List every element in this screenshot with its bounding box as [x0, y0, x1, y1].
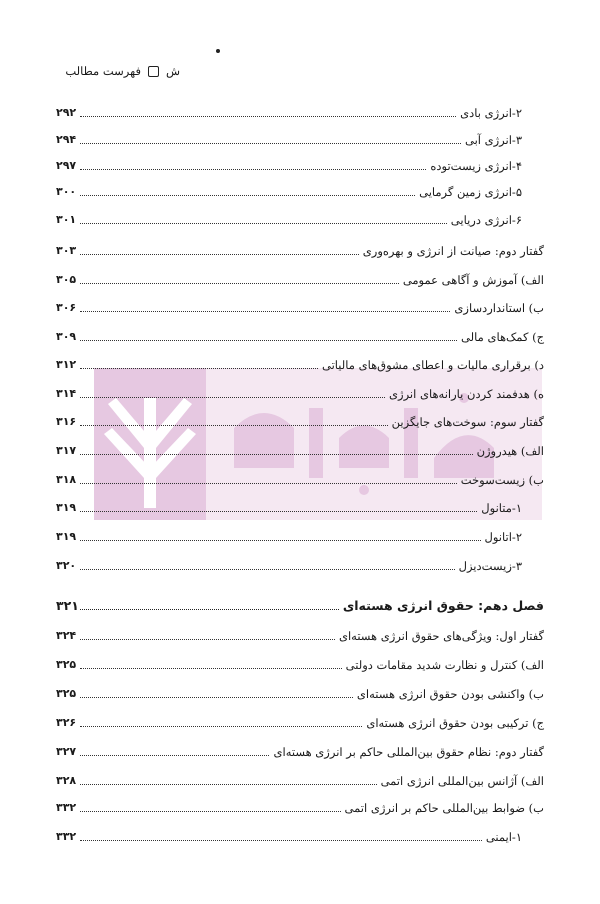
chapter-heading — [56, 596, 600, 616]
toc-page-number: ۲۹۴ — [56, 133, 77, 146]
toc-page-number: ۳۰۱ — [56, 213, 77, 226]
toc-page-number: ۳۱۸ — [56, 473, 77, 486]
toc-entry-title: ج) ترکیبی بودن حقوق انرژی هسته‌ای — [366, 716, 544, 730]
toc-entry-title: ۱-متانول — [481, 501, 522, 515]
dot-leader — [80, 840, 482, 841]
toc-page-number: ۳۰۶ — [56, 301, 77, 314]
toc-entry-title: د) برقراری مالیات و اعطای مشوق‌های مالیاتی — [322, 358, 544, 372]
header-page-label: ش — [165, 64, 180, 78]
toc-entry — [56, 327, 600, 347]
toc-entry-title: الف) هیدروژن — [476, 444, 544, 458]
toc-entry — [56, 210, 600, 230]
dot-leader — [80, 811, 341, 812]
toc-page-number: ۳۱۹ — [56, 530, 77, 543]
dot-leader — [80, 311, 450, 312]
dot-leader — [80, 609, 339, 610]
toc-entry-title: الف) آموزش و آگاهی عمومی — [402, 273, 544, 287]
toc-entry — [56, 355, 600, 375]
dot-leader — [80, 368, 318, 369]
toc-page-number: ۳۳۲ — [56, 801, 77, 814]
toc-entry-title: ۴-انرژی زیست‌توده — [430, 159, 522, 173]
toc-entry — [56, 412, 600, 432]
toc-page-number: ۳۱۲ — [56, 358, 77, 371]
dot-leader — [80, 340, 457, 341]
toc-entry-title: فصل دهم: حقوق انرژی هسته‌ای — [342, 598, 544, 613]
toc-entry — [56, 270, 600, 290]
toc-entry-title: گفتار دوم: صیانت از انرژی و بهره‌وری — [362, 244, 544, 258]
toc-entry — [56, 771, 600, 791]
dot-leader — [80, 425, 388, 426]
dot-leader — [80, 143, 461, 144]
dot-leader — [80, 483, 457, 484]
toc-entry — [56, 470, 600, 490]
toc-entry — [56, 130, 600, 150]
dot-leader — [80, 254, 359, 255]
dot-leader — [80, 397, 385, 398]
toc-page-number: ۳۲۶ — [56, 716, 77, 729]
toc-page-number: ۳۲۵ — [56, 687, 77, 700]
toc-page-number: ۲۹۷ — [56, 159, 77, 172]
dot-leader — [80, 283, 399, 284]
toc-page-number: ۳۳۲ — [56, 830, 77, 843]
toc-entry-title: ۶-انرژی دریایی — [450, 213, 522, 227]
toc-page-number: ۳۲۴ — [56, 629, 77, 642]
toc-entry-title: ۲-انرژی بادی — [460, 106, 522, 120]
toc-page-number: ۳۰۰ — [56, 185, 77, 198]
toc-entry — [56, 241, 600, 261]
dot-leader — [80, 726, 362, 727]
toc-entry — [56, 713, 600, 733]
toc-entry-title: گفتار سوم: سوخت‌های جایگزین — [391, 415, 544, 429]
toc-entry — [56, 798, 600, 818]
toc-entry-title: ۳-زیست‌دیزل — [458, 559, 522, 573]
toc-page-number: ۳۰۵ — [56, 273, 77, 286]
toc-page-number: ۳۱۶ — [56, 415, 77, 428]
toc-page-number: ۳۱۴ — [56, 387, 77, 400]
toc-entry — [56, 103, 600, 123]
toc-page-number: ۳۲۰ — [56, 559, 77, 572]
toc-entry-title: الف) آژانس بین‌المللی انرژی اتمی — [380, 774, 544, 788]
toc-entry-title: ج) کمک‌های مالی — [461, 330, 544, 344]
toc-entry-title: ۳-انرژی آبی — [464, 133, 522, 147]
toc-entry — [56, 527, 600, 547]
toc-entry — [56, 556, 600, 576]
toc-entry — [56, 298, 600, 318]
toc-entry — [56, 742, 600, 762]
toc-page-number: ۳۱۹ — [56, 501, 77, 514]
toc-page-number: ۲۹۲ — [56, 106, 77, 119]
dot-leader — [80, 169, 426, 170]
toc-entry-title: ب) ضوابط بین‌المللی حاکم بر انرژی اتمی — [344, 801, 544, 815]
toc-entry-title: ه) هدفمند کردن یارانه‌های انرژی — [389, 387, 544, 401]
toc-entry — [56, 626, 600, 646]
toc-entry-title: ۱-ایمنی — [485, 830, 522, 844]
toc-page-number: ۳۱۷ — [56, 444, 77, 457]
toc-entry-title: ۵-انرژی زمین گرمایی — [419, 185, 522, 199]
dot-leader — [80, 223, 447, 224]
dot-leader — [80, 116, 456, 117]
dot-leader — [80, 668, 342, 669]
toc-page-number: ۳۰۳ — [56, 244, 77, 257]
dot-leader — [80, 195, 415, 196]
toc-entry-title: ب) زیست‌سوخت — [460, 473, 544, 487]
dot-leader — [80, 540, 481, 541]
toc-entry — [56, 655, 600, 675]
toc-entry-title: ۲-اتانول — [484, 530, 522, 544]
dot-leader — [80, 697, 353, 698]
toc-entry-title: ب) واکنشی بودن حقوق انرژی هسته‌ای — [356, 687, 544, 701]
toc-entry — [56, 384, 600, 404]
dot-leader — [80, 639, 335, 640]
toc-page-number: ۳۰۹ — [56, 330, 77, 343]
toc-entry — [56, 156, 600, 176]
header-title: فهرست مطالب — [65, 64, 141, 78]
toc-entry-title: گفتار اول: ویژگی‌های حقوق انرژی هسته‌ای — [338, 629, 544, 643]
toc-page-number: ۳۲۵ — [56, 658, 77, 671]
dot-leader — [80, 569, 455, 570]
toc-entry — [56, 827, 600, 847]
dot-leader — [80, 454, 473, 455]
dot-leader — [80, 784, 377, 785]
dot-leader — [80, 511, 477, 512]
toc-entry — [56, 441, 600, 461]
toc-page-number: ۳۲۷ — [56, 745, 77, 758]
toc-page-number: ۳۲۱ — [56, 598, 79, 613]
toc-entry — [56, 182, 600, 202]
toc-entry-title: الف) کنترل و نظارت شدید مقامات دولتی — [345, 658, 544, 672]
toc-page-number: ۳۲۸ — [56, 774, 77, 787]
toc-entry-title: ب) استانداردسازی — [454, 301, 544, 315]
toc-entry-title: گفتار دوم: نظام حقوق بین‌المللی حاکم بر انرژی هسته‌ای — [273, 745, 544, 759]
toc-entry — [56, 498, 600, 518]
dot-leader — [80, 755, 269, 756]
toc-entry — [56, 684, 600, 704]
